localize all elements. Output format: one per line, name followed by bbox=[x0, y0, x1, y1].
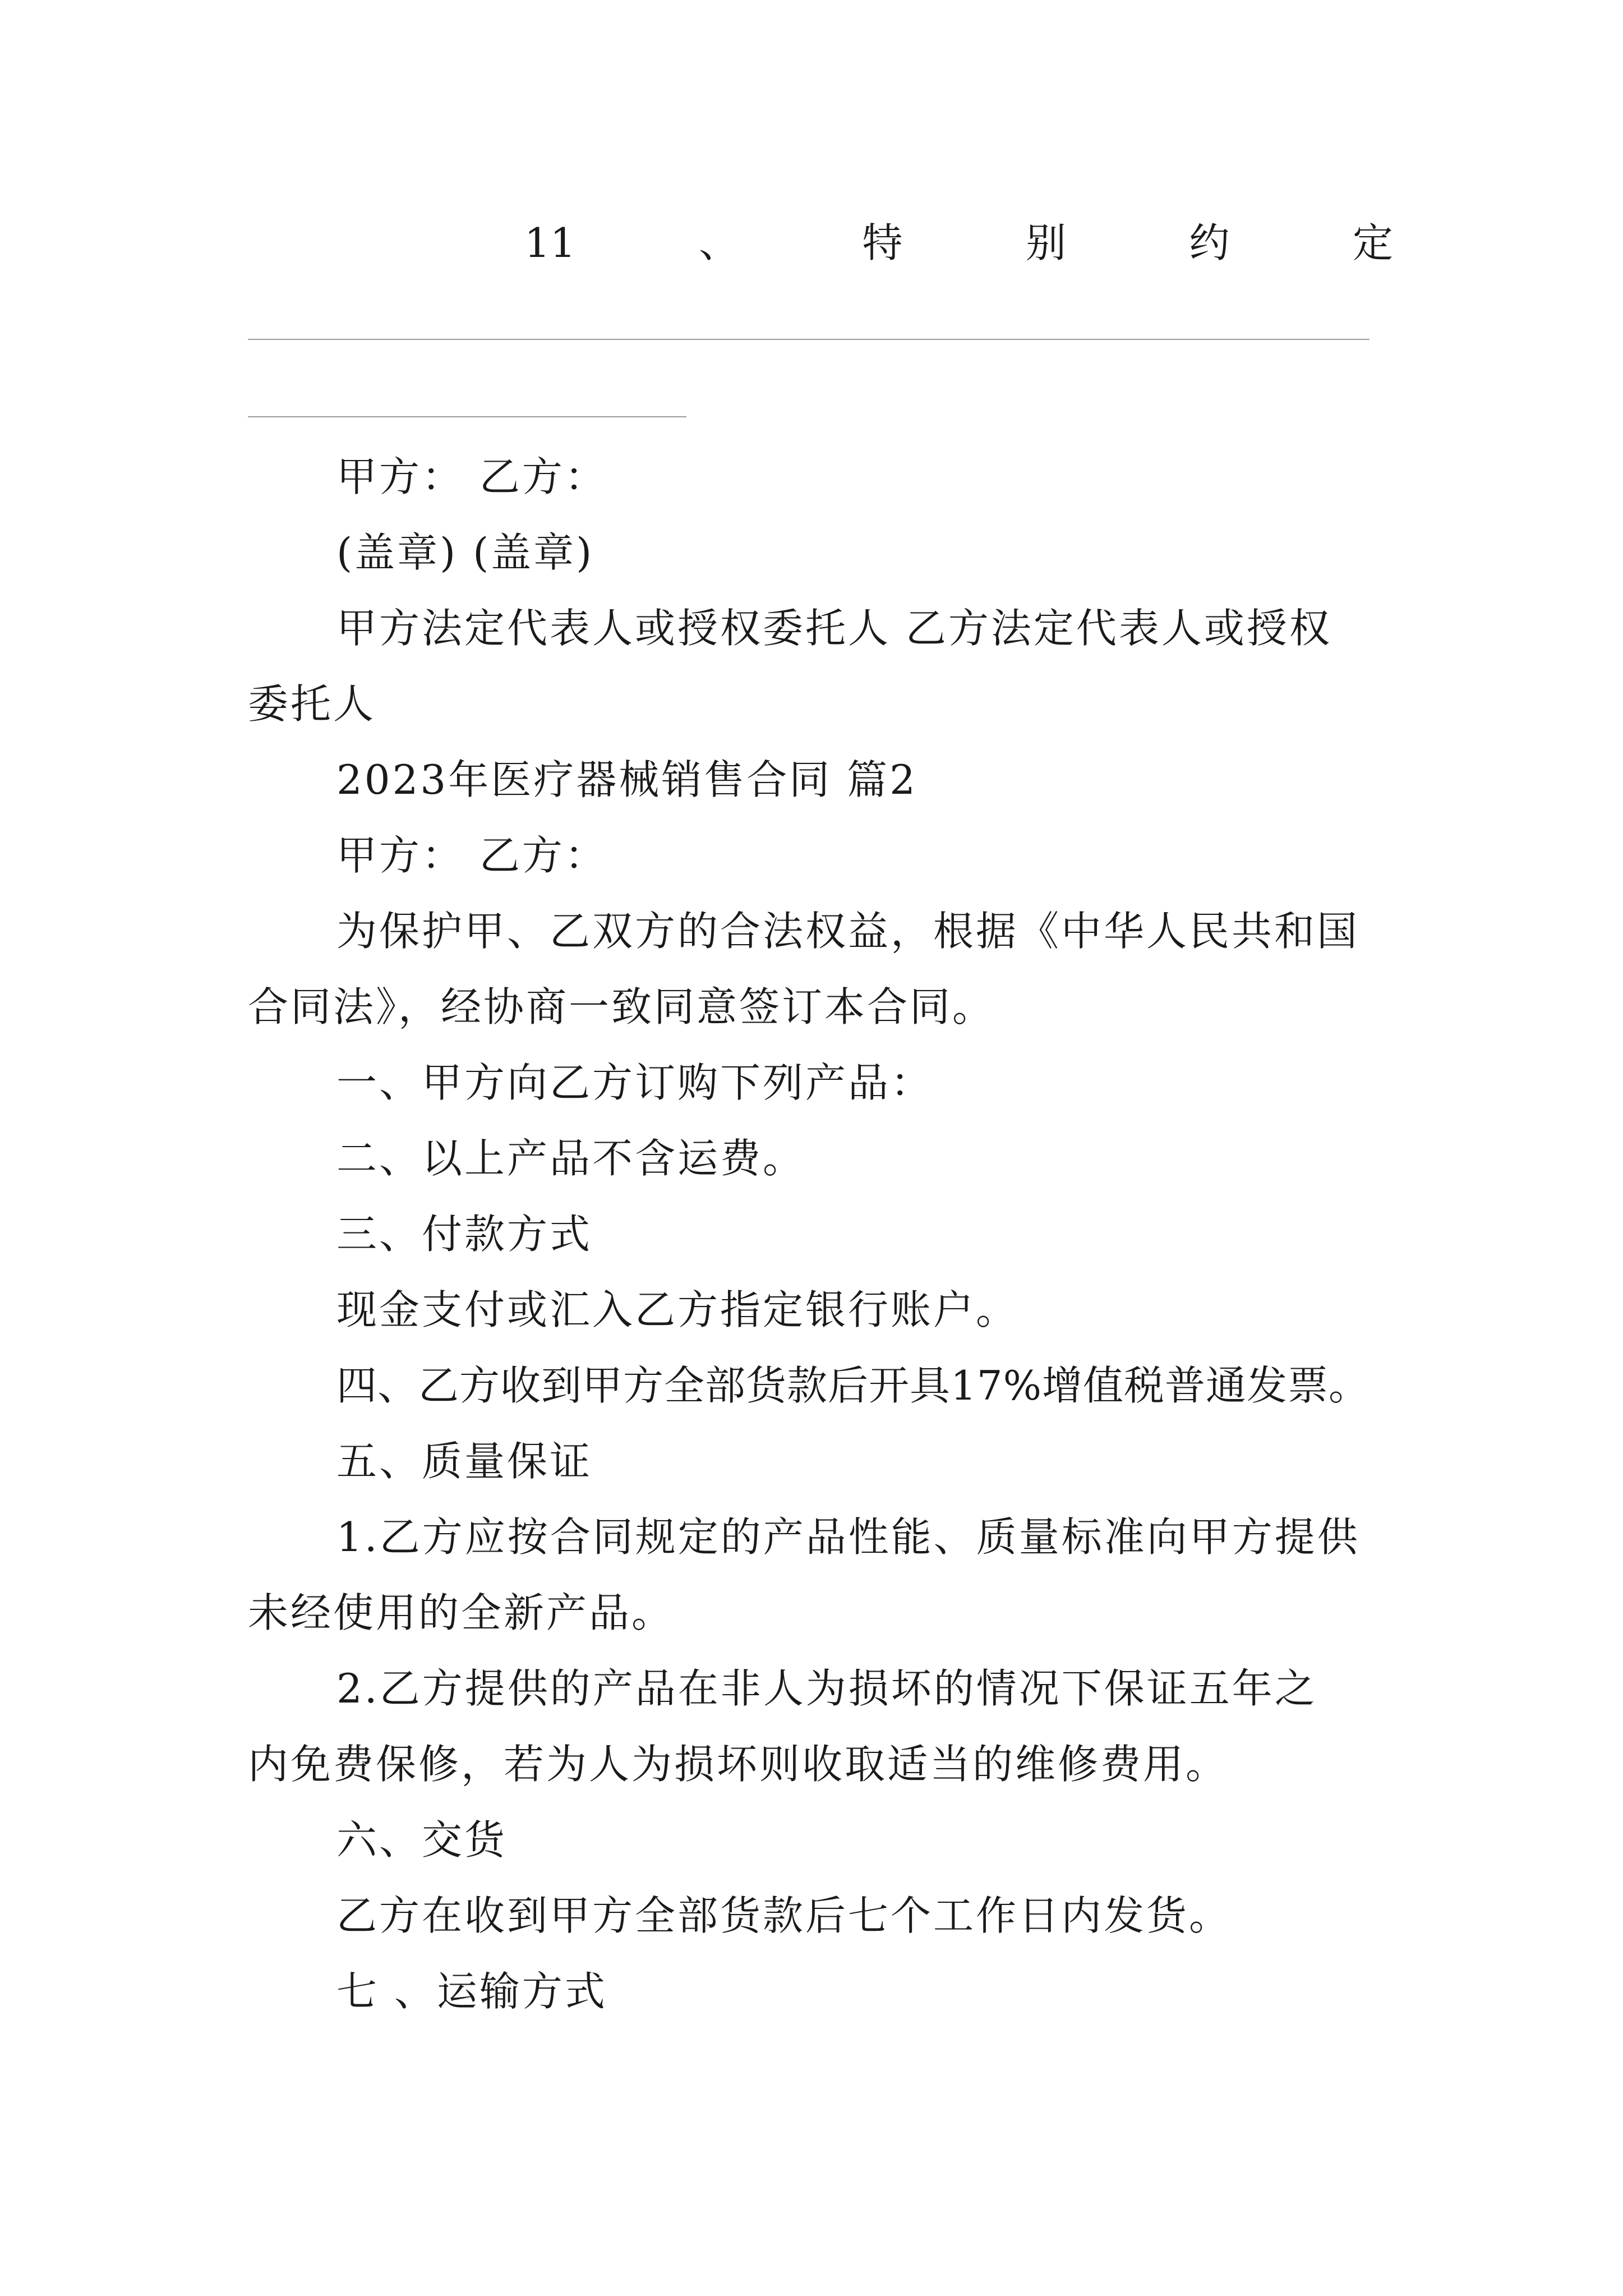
clause-heading: 六、交货 bbox=[336, 1816, 508, 1864]
heading-separator: 、 bbox=[699, 219, 740, 266]
party-labels: 甲方： 乙方： bbox=[336, 832, 607, 879]
heading-char: 别 bbox=[1026, 219, 1067, 266]
clause: 二、以上产品不含运费。 bbox=[336, 1135, 806, 1182]
section-heading bbox=[524, 216, 1393, 270]
heading-char: 定 bbox=[1352, 219, 1393, 266]
paragraph: 为保护甲、乙双方的合法权益，根据《中华人民共和国 bbox=[336, 908, 1360, 955]
paragraph-continuation: 内免费保修，若为人为损坏则收取适当的维修费用。 bbox=[248, 1741, 1229, 1788]
paragraph-continuation: 委托人 bbox=[248, 680, 376, 728]
clause-heading: 三、付款方式 bbox=[336, 1211, 593, 1258]
contract-title: 2023年医疗器械销售合同 篇2 bbox=[336, 756, 917, 803]
paragraph: 1.乙方应按合同规定的产品性能、质量标准向甲方提供 bbox=[336, 1513, 1360, 1561]
blank-fill-line bbox=[248, 339, 1370, 340]
paragraph: 2.乙方提供的产品在非人为损坏的情况下保证五年之 bbox=[336, 1665, 1317, 1712]
blank-fill-line bbox=[248, 416, 686, 417]
clause: 一、甲方向乙方订购下列产品： bbox=[336, 1059, 934, 1106]
paragraph: 现金支付或汇入乙方指定银行账户。 bbox=[336, 1286, 1019, 1333]
clause-heading: 五、质量保证 bbox=[336, 1438, 593, 1485]
paragraph-continuation: 合同法》，经协商一致同意签订本合同。 bbox=[248, 983, 995, 1030]
paragraph: 乙方在收到甲方全部货款后七个工作日内发货。 bbox=[336, 1892, 1232, 1939]
clause-heading: 七 、运输方式 bbox=[336, 1968, 607, 2015]
party-labels: 甲方： 乙方： bbox=[336, 453, 607, 500]
paragraph-continuation: 未经使用的全新产品。 bbox=[248, 1589, 675, 1636]
representative-labels: 甲方法定代表人或授权委托人 乙方法定代表人或授权 bbox=[336, 605, 1332, 652]
heading-char: 约 bbox=[1189, 219, 1230, 266]
heading-number: 11 bbox=[524, 219, 576, 266]
clause: 四、乙方收到甲方全部货款后开具17%增值税普通发票。 bbox=[336, 1362, 1370, 1409]
heading-char: 特 bbox=[862, 219, 903, 266]
seal-labels: (盖章) (盖章) bbox=[336, 529, 594, 576]
